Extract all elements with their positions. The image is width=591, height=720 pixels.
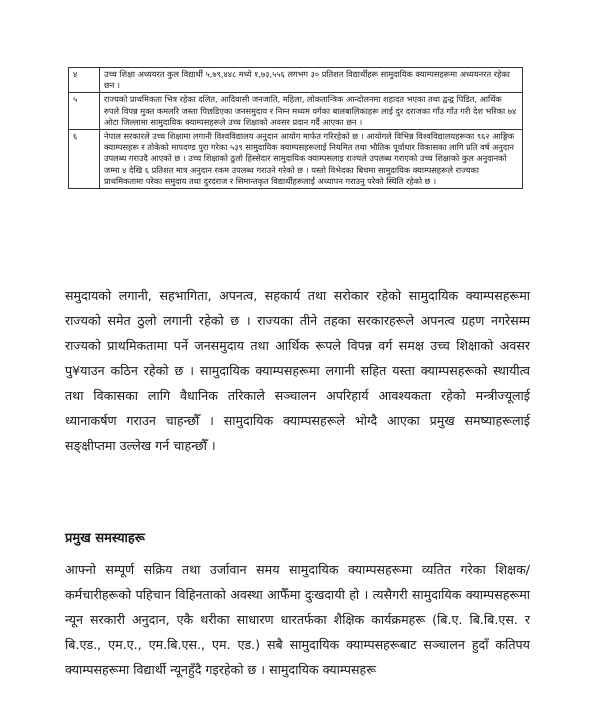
- row-number: ५: [69, 93, 100, 130]
- row-number: ६: [69, 130, 100, 189]
- table-row: [69, 68, 523, 93]
- row-text: नेपाल सरकारले उच्च शिक्षामा लगानी विश्वविद्यालय अनुदान आयोग मार्फत गरिरहेको छ । आयोगले विभिन्न विश्वविद्यालयहरूका ९६२ आङ्गिक क्याम्पसहरू र तोकेको मापदण्ड पुरा गरेका ५३९ सामुदायिक क्याम्पसहरूलाई नियमित तथा भौतिक पूर्वाधार विकासका लागि प्रति वर्ष अनुदान उपलब्ध गराउदै आएको छ । उच्च शिक्षाको ठुलो हिस्सेदार सामुदायिक क्याम्पसलाइ राज्यले उपलब्ध गराएको उच्च शिक्षाको कुल अनुदानको जम्मा ४ देखि ६ प्रतिशत मात्र अनुदान रकम उपलब्ध गराउने गरेको छ । यस्तो विभेदका बिचमा सामुदायिक क्याम्पसहरूले राज्यका प्राथमिकतामा परेका समुदाय तथा दुरदराज र सिमान्तकृत विद्यार्थीहरूलाई अध्यापन गराउनु परेको स्थिति रहेको छ ।: [100, 130, 523, 189]
- row-number: ४: [69, 68, 100, 93]
- problems-paragraph: आफ्नो सम्पूर्ण सक्रिय तथा उर्जावान समय सामुदायिक क्याम्पसहरूमा व्यतित गरेका शिक्षक/कर्मचारीहरूको पहिचान विहिनताको अवस्था आफैँमा दुःखदायी हो । त्यसैगरी सामुदायिक क्याम्पसहरूमा न्यून सरकारी अनुदान, एकै थरीका साधारण धारतर्फका शैक्षिक कार्यक्रमहरू (बि.ए. बि.बि.एस. र बि.एड., एम.ए., एम.बि.एस., एम. एड.) सबै सामुदायिक क्याम्पसहरूबाट सञ्चालन हुदाँ कतिपय क्याम्पसहरूमा विद्यार्थी न्यूनहुँदै गइरहेको छ । सामुदायिक क्याम्पसहरू: [65, 562, 530, 677]
- info-table: [68, 67, 523, 189]
- table-row: [69, 130, 523, 189]
- section-heading: प्रमुख समस्याहरू: [65, 531, 145, 546]
- intro-paragraph: समुदायको लगानी, सहभागिता, अपनत्व, सहकार्य तथा सरोकार रहेको सामुदायिक क्याम्पसहरूमा राज्यको समेत ठुलो लगानी रहेको छ । राज्यका तीने तहका सरकारहरूले अपनत्व ग्रहण नगरेसम्म राज्यको प्राथमिकतामा पर्ने जनसमुदाय तथा आर्थिक रूपले विपन्न वर्ग समक्ष उच्च शिक्षाको अवसर पु¥याउन कठिन रहेको छ । सामुदायिक क्याम्पसहरूमा लगानी सहित यस्ता क्याम्पसहरूको स्थायीत्व तथा विकासका लागि वैधानिक तरिकाले सञ्चालन अपरिहार्य आवश्यकता रहेको मन्त्रीज्यूलाई ध्यानाकर्षण गराउन चाहन्छौँ । सामुदायिक क्याम्पसहरूले भोग्दै आएका प्रमुख समष्याहरूलाई सङ्क्षीप्तमा उल्लेख गर्न चाहन्छौँ ।: [65, 288, 530, 453]
- row-text: राज्यको प्राथमिकता भित्र रहेका दलित, आदिवासी जनजाति, महिला, लोकतान्त्रिक आन्दोलनमा शहादत भएका तथा द्वन्द्व पिडित, आर्थिक रुपले विपन्न मुक्त कमलरि जस्ता पिछडिएका जनसमुदाय र निम्न मध्यम वर्गका बालबालिकाहरू लाई दुर दराजका गाँउ गाँउ गरी देश भरिका ७४ ओटा जिल्लामा सामुदायिक क्याम्पसहरूले उच्च शिक्षाको अवसर प्रदान गर्दै आएका छन ।: [100, 93, 523, 130]
- row-text: उच्च शिक्षा अध्ययरत कुल विद्यार्थी ५,७९,४४८ मध्ये १,७३,५५६ लगभग ३० प्रतिशत विद्यार्थीहरू सामुदायिक क्याम्पसहरूमा अध्ययनरत रहेका छन ।: [100, 68, 523, 93]
- table-row: [69, 93, 523, 130]
